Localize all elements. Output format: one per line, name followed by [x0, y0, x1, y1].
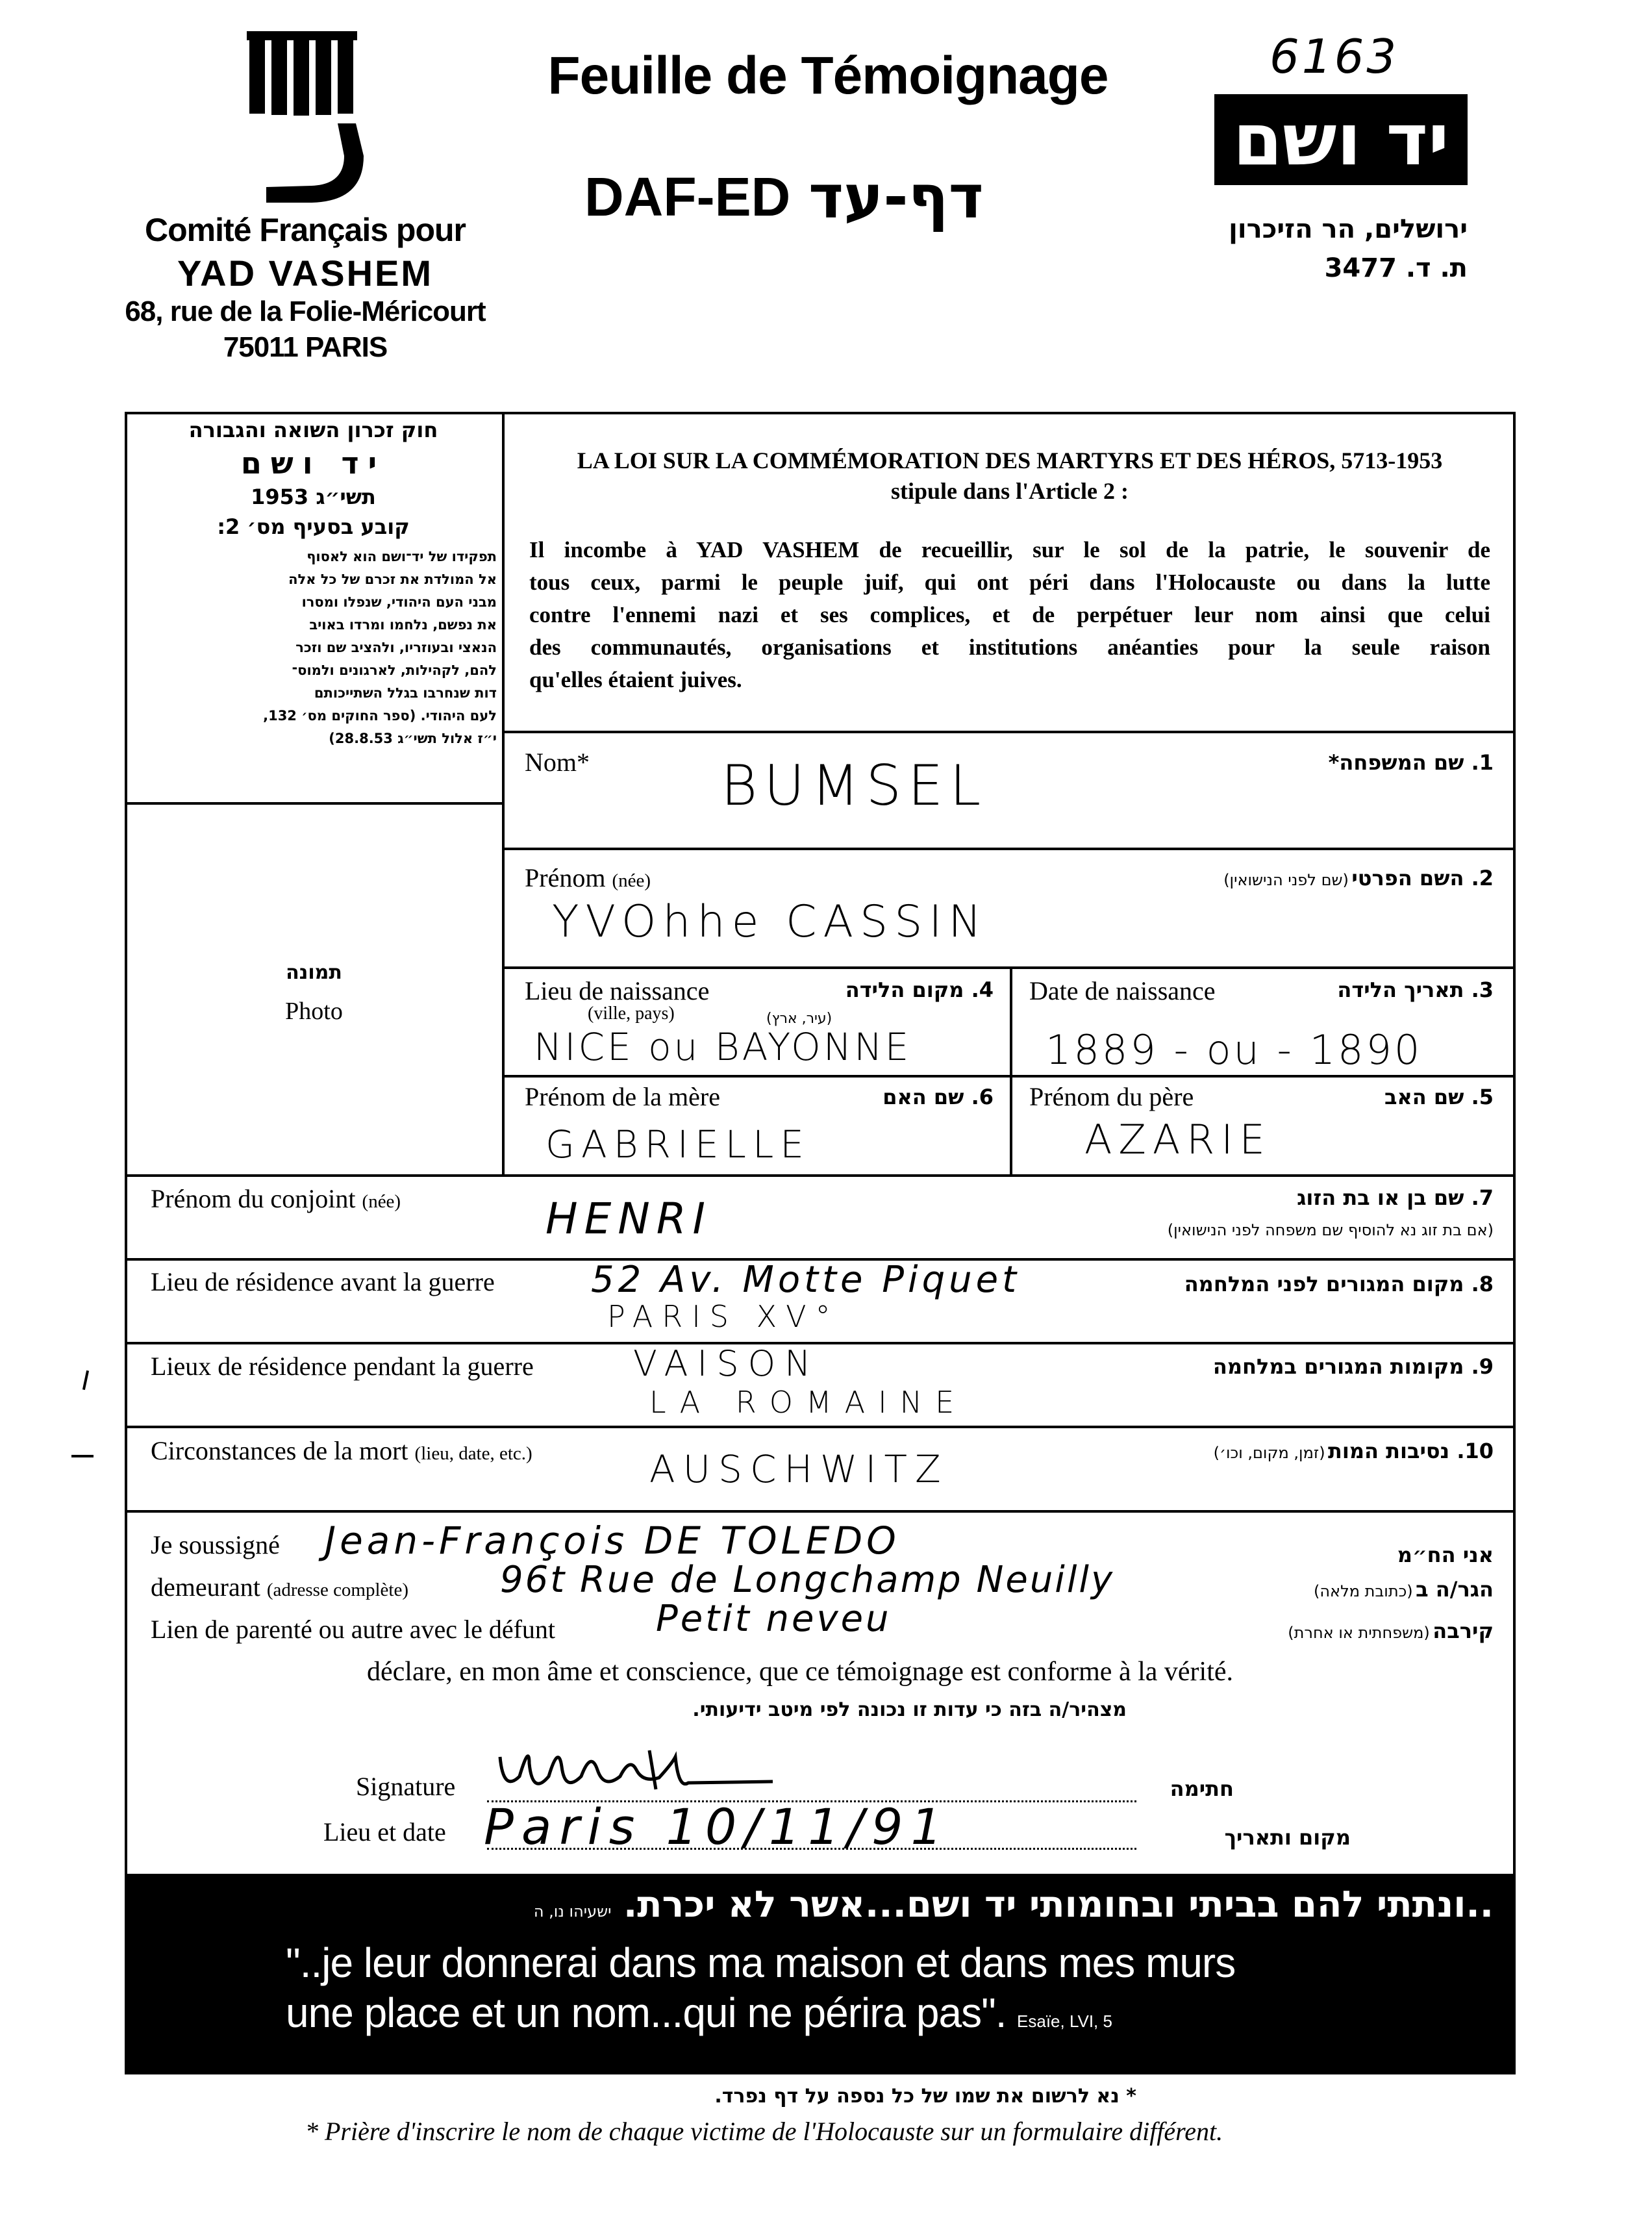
relation-hebrew-note: (משפחתית או אחרת): [1288, 1624, 1430, 1642]
field-5-hebrew: 5. שם האב: [1384, 1085, 1494, 1109]
field-4-value[interactable]: NICE ou BAYONNE: [534, 1025, 912, 1069]
field-2-label-text: Prénom: [525, 863, 606, 892]
law-french-line: contre l'ennemi nazi et ses complices, et de perpétuer leur nom ainsi que celui: [529, 602, 1490, 627]
field-1-label: Nom*: [525, 748, 590, 777]
signature-scribble[interactable]: [494, 1731, 779, 1802]
law-divider: [502, 731, 1516, 733]
banner-french-1: "..je leur donnerai dans ma maison et dans mes murs: [286, 1939, 1236, 1986]
declaration-statement: déclare, en mon âme et conscience, que ce témoignage est conforme à la vérité.: [367, 1657, 1234, 1687]
banner-hebrew-ref: ישעיהו נו, ה: [533, 1902, 612, 1921]
law-hebrew-line: מבני העם היהודי, שנפלו ומסרו: [301, 594, 497, 610]
law-french-title: LA LOI SUR LA COMMÉMORATION DES MARTYRS ET DES HÉROS, 5713-1953: [577, 447, 1443, 473]
witness-address-hebrew: הגר/ה ב: [1416, 1577, 1494, 1602]
field-10-value[interactable]: AUSCHWITZ: [649, 1447, 949, 1491]
relation-label: Lien de parenté ou autre avec le défunt: [151, 1615, 556, 1644]
jerusalem-line: ירושלים, הר הזיכרון: [1229, 214, 1468, 244]
field-3-label: Date de naissance: [1029, 976, 1216, 1005]
committee-line-1: Comité Français pour: [145, 212, 466, 248]
field-2-hebrew-note: (שם לפני הנישואין): [1223, 871, 1349, 889]
witness-name-label: Je soussigné: [151, 1530, 280, 1559]
committee-address: 68, rue de la Folie-Méricourt: [125, 296, 486, 327]
law-hebrew-name: יד ושם: [240, 446, 386, 481]
law-hebrew-line: תפקידו של יד־ושם הוא לאסוף: [307, 549, 497, 564]
field-9-value-2[interactable]: LA ROMAINE: [649, 1385, 968, 1420]
handwritten-reference: 6163: [1270, 29, 1399, 84]
field-8-value-2[interactable]: PARIS XV°: [607, 1299, 840, 1334]
field-3-hebrew: 3. תאריך הלידה: [1337, 977, 1494, 1002]
field-7-hebrew-note: (אם בת זוג נא להוסיף שם משפחה לפני הנישואין): [1167, 1221, 1494, 1239]
law-hebrew-line: י״ז אלול תשי״ג 28.8.53): [329, 731, 497, 746]
field-1-hebrew: 1. שם המשפחה*: [1328, 750, 1494, 775]
left-column-divider: [502, 412, 505, 1174]
law-hebrew-clause: קובע בסעיף מס׳ 2:: [217, 514, 410, 539]
row-divider-3: [502, 1075, 1516, 1078]
law-hebrew-line: הנאצי ובעוזריו, ולהציב שם וזכר: [295, 640, 497, 655]
row-divider-8: [125, 1510, 1516, 1513]
row-divider-6: [125, 1342, 1516, 1344]
field-7-label-note: (née): [362, 1191, 401, 1212]
field-1-value[interactable]: BUMSEL: [721, 753, 988, 818]
photo-label: Photo: [285, 998, 343, 1025]
witness-address-label: [151, 1572, 408, 1602]
field-10-hebrew: 10. נסיבות המות: [1328, 1439, 1494, 1463]
field-4-label: Lieu de naissance: [525, 976, 710, 1005]
field-6-hebrew: 6. שם האם: [882, 1085, 994, 1109]
field-8-value-1[interactable]: 52 Av. Motte Piquet: [591, 1259, 1021, 1301]
banner-hebrew-row: [143, 1884, 1494, 1926]
witness-address-hebrew-note: (כתובת מלאה): [1314, 1582, 1413, 1600]
field-2-value[interactable]: YVOhhe CASSIN: [552, 896, 988, 948]
field-9-value-1[interactable]: VAISON: [633, 1343, 820, 1384]
row-divider-4: [125, 1174, 1516, 1177]
daf-ed-hebrew: דף-עד: [808, 162, 984, 232]
law-french-body: [529, 534, 1490, 696]
daf-ed-latin: DAF-ED: [584, 166, 791, 227]
row-divider-2: [502, 966, 1516, 969]
field-6-label: Prénom de la mère: [525, 1082, 720, 1111]
law-hebrew-block: [130, 416, 497, 750]
footer-french-note: * Prière d'inscrire le nom de chaque victime de l'Holocauste sur un formulaire différent.: [305, 2117, 1223, 2146]
field-2-label-note: (née): [612, 870, 651, 891]
page-title: Feuille de Témoignage: [547, 46, 1108, 105]
field-7-label: [151, 1183, 401, 1214]
field-7-label-text: Prénom du conjoint: [151, 1184, 356, 1213]
signature-hebrew: חתימה: [1170, 1776, 1234, 1801]
field-8-hebrew: 8. מקום המגורים לפני המלחמה: [1184, 1272, 1494, 1296]
margin-mark: [82, 1370, 89, 1390]
middle-divider: [1010, 966, 1012, 1174]
relation-value[interactable]: Petit neveu: [656, 1598, 892, 1640]
committee-line-2: YAD VASHEM: [177, 253, 434, 294]
witness-address-label-text: demeurant: [151, 1572, 260, 1602]
field-9-hebrew: 9. מקומות המגורים במלחמה: [1212, 1354, 1494, 1379]
law-hebrew-line: את נפשם, נלחמו ומרדו באויב: [309, 617, 497, 633]
field-4-hebrew-sub: (עיר, ארץ): [766, 1011, 832, 1027]
place-date-value[interactable]: Paris 10/11/91: [484, 1798, 950, 1856]
field-9-label: Lieux de résidence pendant la guerre: [151, 1352, 534, 1381]
yad-vashem-hebrew-text: יד ושם: [1233, 98, 1449, 181]
law-hebrew-line: אל המולדת את זכרם של כל אלה: [288, 572, 497, 587]
witness-address-value[interactable]: 96t Rue de Longchamp Neuilly: [500, 1559, 1115, 1601]
field-10-label: [151, 1435, 532, 1466]
banner-hebrew: ..ונתתי להם בביתי ובחומותי יד ושם...אשר לא יכרת.: [623, 1884, 1494, 1926]
law-hebrew-year: תשי״ג 1953: [251, 485, 376, 509]
field-2-hebrew-group: [1007, 866, 1494, 890]
relation-hebrew: קירבה: [1433, 1619, 1494, 1643]
po-box: ת. ד. 3477: [1324, 253, 1468, 283]
committee-city: 75011 PARIS: [223, 331, 388, 363]
left-photo-divider: [125, 802, 503, 805]
margin-mark: [71, 1455, 94, 1457]
field-5-value[interactable]: AZARIE: [1084, 1116, 1271, 1163]
law-french-subtitle: stipule dans l'Article 2 :: [891, 478, 1129, 504]
field-2-label: [525, 863, 651, 893]
witness-address-hebrew-group: [1201, 1577, 1494, 1602]
row-divider-7: [125, 1426, 1516, 1428]
field-5-label: Prénom du père: [1029, 1082, 1194, 1111]
footer-hebrew-note: * נא לרשום את שמו של כל נספה על דף נפרד.: [714, 2085, 1136, 2108]
law-hebrew-title: חוק זכרון השואה והגבורה: [188, 418, 438, 442]
place-date-hebrew: מקום ותאריך: [1224, 1825, 1351, 1850]
law-french-line: qu'elles étaient juives.: [529, 667, 742, 692]
signature-label: Signature: [356, 1772, 456, 1801]
field-7-value[interactable]: HENRI: [545, 1194, 712, 1244]
law-hebrew-line: לעם היהודי. (ספר החוקים מס׳ 132,: [263, 708, 497, 724]
place-date-label: Lieu et date: [323, 1817, 446, 1847]
law-french-line: tous ceux, parmi le peuple juif, qui ont péri dans l'Holocauste ou dans la lutte: [529, 570, 1490, 595]
banner-french-2-row: [286, 1989, 1112, 2037]
relation-hebrew-group: [1169, 1619, 1494, 1643]
field-8-label: Lieu de résidence avant la guerre: [151, 1267, 495, 1296]
field-4-sub: (ville, pays): [588, 1003, 675, 1024]
field-3-value[interactable]: 1889 - ou - 1890: [1045, 1026, 1423, 1074]
yad-vashem-logo: [240, 26, 383, 214]
declaration-statement-hebrew: מצהיר/ה בזה כי עדות זו נכונה לפי מיטב ידיעותי.: [692, 1698, 1127, 1721]
row-divider-1: [502, 848, 1516, 850]
field-10-label-text: Circonstances de la mort: [151, 1436, 408, 1465]
law-hebrew-line: להם, לקהילות, לארגונים ולמוס־: [292, 662, 497, 678]
law-french-line: Il incombe à YAD VASHEM de recueillir, sur le sol de la patrie, le souvenir de: [529, 537, 1490, 562]
field-6-value[interactable]: GABRIELLE: [545, 1122, 810, 1166]
law-hebrew-body: [130, 546, 497, 750]
law-hebrew-line: דות שנחרבו בגלל השתייכותם: [314, 685, 497, 701]
photo-label-hebrew: תמונה: [286, 961, 342, 984]
witness-address-label-note: (adresse complète): [266, 1580, 409, 1600]
field-10-label-note: (lieu, date, etc.): [414, 1443, 532, 1464]
field-10-hebrew-note: (זמן, מקום, וכו׳): [1213, 1444, 1325, 1462]
witness-name-value[interactable]: Jean-François DE TOLEDO: [325, 1519, 900, 1563]
field-2-hebrew: 2. השם הפרטי: [1351, 866, 1494, 890]
banner-french-2: une place et un nom...qui ne périra pas".: [286, 1989, 1007, 2036]
witness-name-hebrew: אני הח״מ: [1397, 1543, 1494, 1567]
law-french-line: des communautés, organisations et institutions anéanties pour la seule raison: [529, 635, 1490, 660]
field-10-hebrew-group: [1007, 1439, 1494, 1463]
field-4-hebrew: 4. מקום הלידה: [845, 977, 994, 1002]
field-7-hebrew: 7. שם בן או בת הזוג: [1297, 1185, 1494, 1210]
banner-reference: Esaïe, LVI, 5: [1017, 2011, 1112, 2031]
